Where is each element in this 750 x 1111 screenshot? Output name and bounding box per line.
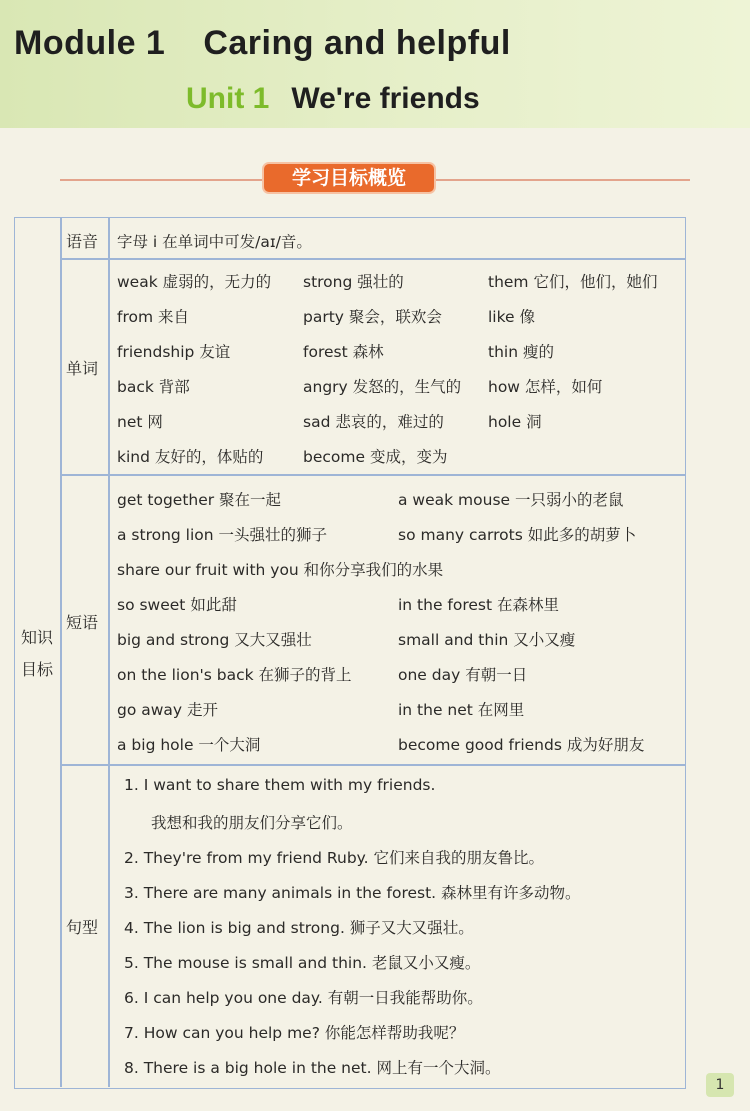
sentence-translation: 我想和我的朋友们分享它们。	[151, 814, 353, 832]
module-subtitle: Caring and helpful	[203, 24, 511, 62]
pronunciation-label: 语音	[66, 232, 99, 251]
phrase-item: so sweet 如此甜	[117, 596, 237, 614]
unit-label: Unit 1	[186, 82, 270, 115]
sentence-item: 4. The lion is big and strong. 狮子又大又强壮。	[124, 919, 474, 937]
phrases-label: 短语	[66, 613, 99, 632]
phrase-item: a strong lion 一头强壮的狮子	[117, 526, 328, 544]
sentence-item: 3. There are many animals in the forest. 森林里有许多动物。	[124, 884, 581, 902]
word-item: party 聚会，联欢会	[303, 308, 442, 326]
knowledge-label-line: 知识	[20, 628, 53, 647]
word-item: forest 森林	[303, 343, 384, 361]
knowledge-label-line: 目标	[20, 660, 53, 679]
word-item: hole 洞	[488, 413, 542, 431]
phrase-item: on the lion's back 在狮子的背上	[117, 666, 352, 684]
word-item: weak 虚弱的，无力的	[117, 273, 272, 291]
table-divider	[60, 218, 62, 1087]
word-item: like 像	[488, 308, 535, 326]
phrase-item: in the net 在网里	[398, 701, 525, 719]
sentence-item: 8. There is a big hole in the net. 网上有一个大洞。	[124, 1059, 501, 1077]
phrase-item: in the forest 在森林里	[398, 596, 560, 614]
unit-title	[186, 82, 480, 116]
phrase-item: small and thin 又小又瘦	[398, 631, 576, 649]
phrase-item: a weak mouse 一只弱小的老鼠	[398, 491, 624, 509]
sentence-item: 6. I can help you one day. 有朝一日我能帮助你。	[124, 989, 483, 1007]
phrase-item: so many carrots 如此多的胡萝卜	[398, 526, 637, 544]
module-title	[14, 24, 511, 63]
module-number: Module 1	[14, 24, 166, 62]
word-item: kind 友好的，体贴的	[117, 448, 264, 466]
table-divider	[108, 218, 110, 1087]
word-item: friendship 友谊	[117, 343, 231, 361]
word-item: angry 发怒的，生气的	[303, 378, 462, 396]
pronunciation-text: 字母 i 在单词中可发/aɪ/音。	[117, 233, 312, 251]
phrase-item: big and strong 又大又强壮	[117, 631, 312, 649]
section-badge: 学习目标概览	[262, 162, 436, 194]
table-divider	[60, 764, 685, 766]
word-item: become 变成，变为	[303, 448, 448, 466]
phrase-item: get together 聚在一起	[117, 491, 282, 509]
word-item: back 背部	[117, 378, 190, 396]
word-item: from 来自	[117, 308, 189, 326]
word-item: them 它们，他们，她们	[488, 273, 658, 291]
phrase-item: a big hole 一个大洞	[117, 736, 261, 754]
word-item: net 网	[117, 413, 163, 431]
sentence-item: 2. They're from my friend Ruby. 它们来自我的朋友鲁比。	[124, 849, 544, 867]
phrase-item: become good friends 成为好朋友	[398, 736, 645, 754]
sentences-label: 句型	[66, 918, 99, 937]
sentence-item: 1. I want to share them with my friends.	[124, 776, 436, 794]
table-divider	[60, 474, 685, 476]
word-item: thin 瘦的	[488, 343, 554, 361]
page-number: 1	[706, 1073, 734, 1097]
word-item: strong 强壮的	[303, 273, 404, 291]
word-item: sad 悲哀的，难过的	[303, 413, 444, 431]
unit-name: We're friends	[291, 82, 480, 115]
word-item: how 怎样，如何	[488, 378, 603, 396]
knowledge-goal-label	[14, 622, 60, 686]
words-label: 单词	[66, 359, 99, 378]
sentence-item: 5. The mouse is small and thin. 老鼠又小又瘦。	[124, 954, 481, 972]
table-divider	[60, 258, 685, 260]
sentence-item: 7. How can you help me? 你能怎样帮助我呢？	[124, 1024, 465, 1042]
phrase-item: go away 走开	[117, 701, 219, 719]
phrase-item: one day 有朝一日	[398, 666, 528, 684]
phrase-item: share our fruit with you 和你分享我们的水果	[117, 561, 444, 579]
